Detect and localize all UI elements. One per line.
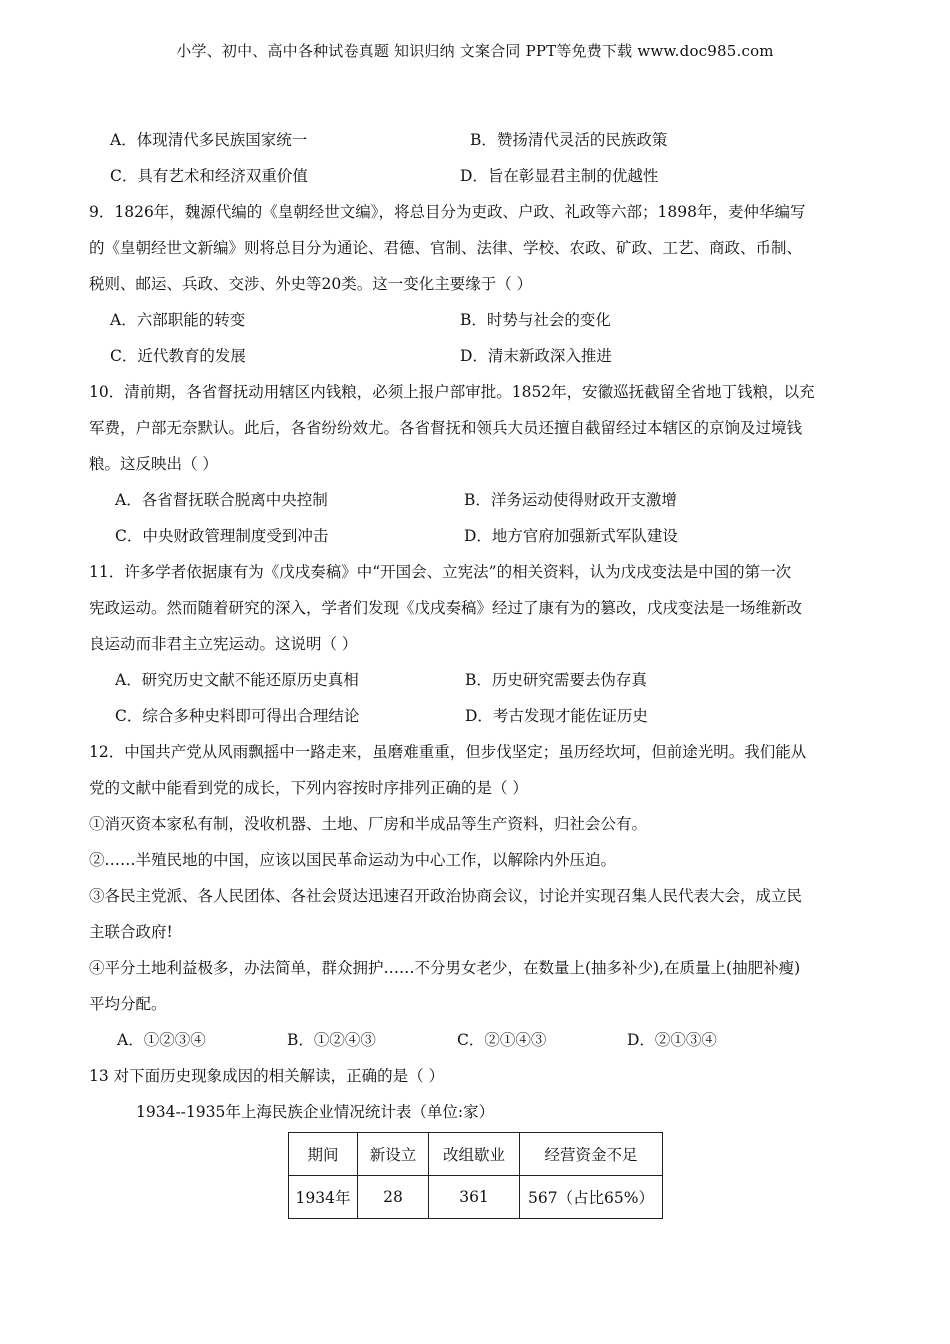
- q10-option-d[interactable]: D．地方官府加强新式军队建设: [464, 527, 678, 545]
- q9-stem-line: 税则、邮运、兵政、交涉、外史等20类。这一变化主要缘于（ ）: [89, 275, 533, 293]
- q11-options-row-2: [89, 698, 879, 734]
- q11-stem-line: 良运动而非君主立宪运动。这说明（ ）: [89, 635, 358, 653]
- q11-option-b[interactable]: B．历史研究需要去伪存真: [465, 671, 647, 689]
- q12-option-c[interactable]: C．②①④③: [457, 1031, 547, 1049]
- table-header-cell: 新设立: [358, 1133, 429, 1176]
- q9-option-b[interactable]: B．时势与社会的变化: [460, 311, 611, 329]
- q10-option-a[interactable]: A．各省督抚联合脱离中央控制: [115, 491, 328, 509]
- q10-stem-line: 军费，户部无奈默认。此后，各省纷纷效尤。各省督抚和领兵大员还擅自截留经过本辖区的京饷及过境钱: [89, 419, 803, 437]
- q8-option-c[interactable]: C．具有艺术和经济双重价值: [110, 167, 308, 185]
- q11-stem-line: 宪政运动。然而随着研究的深入，学者们发现《戊戌奏稿》经过了康有为的篡改，戊戌变法是一场维新改: [89, 599, 803, 617]
- page-header: 小学、初中、高中各种试卷真题 知识归纳 文案合同 PPT等免费下载 www.doc985.com: [176, 42, 774, 60]
- q12-options-row: [89, 1022, 879, 1058]
- q8-options-row-1: [89, 122, 879, 158]
- table-header-cell: 改组歇业: [429, 1133, 520, 1176]
- q11-options-row-1: [89, 662, 879, 698]
- q12-item-line: 平均分配。: [89, 995, 167, 1013]
- q10-stem-line: 10．清前期，各省督抚动用辖区内钱粮，必须上报户部审批。1852年，安徽巡抚截留全省地丁钱粮，以充: [89, 383, 815, 401]
- q12-item-line: ②……半殖民地的中国，应该以国民革命运动为中心工作，以解除内外压迫。: [89, 851, 617, 869]
- q11-stem-line: 11．许多学者依据康有为《戊戌奏稿》中“开国会、立宪法”的相关资料，认为戊戌变法是中国的第一次: [89, 563, 792, 581]
- q12-option-a[interactable]: A．①②③④: [117, 1031, 206, 1049]
- q9-stem-line: 9．1826年，魏源代编的《皇朝经世文编》，将总目分为吏政、户政、礼政等六部；1898年，麦仲华编写: [89, 203, 806, 221]
- q9-options-row-2: [89, 338, 879, 374]
- q12-item-line: ③各民主党派、各人民团体、各社会贤达迅速召开政治协商会议，讨论并实现召集人民代表大会，成立民: [89, 887, 803, 905]
- q10-stem-line: 粮。这反映出（ ）: [89, 455, 218, 473]
- q12-item-line: ①消灭资本家私有制，没收机器、土地、厂房和半成品等生产资料，归社会公有。: [89, 815, 648, 833]
- q12-item-line: ④平分土地利益极多，办法简单，群众拥护……不分男女老少，在数量上(抽多补少),在质量上(抽肥补瘦): [89, 959, 801, 977]
- q8-option-b[interactable]: B．赞扬清代灵活的民族政策: [470, 131, 668, 149]
- q11-option-d[interactable]: D．考古发现才能佐证历史: [465, 707, 648, 725]
- q8-option-a[interactable]: A．体现清代多民族国家统一: [110, 131, 308, 149]
- q9-option-d[interactable]: D．清末新政深入推进: [460, 347, 612, 365]
- q12-option-b[interactable]: B．①②④③: [287, 1031, 376, 1049]
- q9-option-a[interactable]: A．六部职能的转变: [110, 311, 246, 329]
- exam-content: [89, 122, 879, 1219]
- q8-options-row-2: [89, 158, 879, 194]
- q9-option-c[interactable]: C．近代教育的发展: [110, 347, 246, 365]
- table-row: [289, 1176, 663, 1219]
- table-cell: 361: [429, 1176, 520, 1219]
- q8-option-d[interactable]: D．旨在彰显君主制的优越性: [460, 167, 659, 185]
- q10-options-row-1: [89, 482, 879, 518]
- q10-option-b[interactable]: B．洋务运动使得财政开支激增: [464, 491, 677, 509]
- q9-options-row-1: [89, 302, 879, 338]
- q10-options-row-2: [89, 518, 879, 554]
- q12-stem-line: 党的文献中能看到党的成长，下列内容按时序排列正确的是（ ）: [89, 779, 528, 797]
- q10-option-c[interactable]: C．中央财政管理制度受到冲击: [115, 527, 329, 545]
- q11-option-c[interactable]: C．综合多种史料即可得出合理结论: [115, 707, 360, 725]
- table-header-row: [289, 1133, 663, 1176]
- table-cell: 567（占比65%）: [520, 1176, 663, 1219]
- q13-stats-table: [288, 1132, 663, 1219]
- q12-stem-line: 12．中国共产党从风雨飘摇中一路走来，虽磨难重重，但步伐坚定；虽历经坎坷，但前途光明。我们能从: [89, 743, 807, 761]
- q12-item-line: 主联合政府!: [89, 923, 173, 941]
- table-header-cell: 期间: [289, 1133, 358, 1176]
- table-header-cell: 经营资金不足: [520, 1133, 663, 1176]
- q12-option-d[interactable]: D．②①③④: [627, 1031, 717, 1049]
- q13-stem: 13 对下面历史现象成因的相关解读，正确的是（ ）: [89, 1067, 445, 1085]
- q13-table-title: 1934--1935年上海民族企业情况统计表（单位:家）: [136, 1103, 495, 1121]
- table-cell: 28: [358, 1176, 429, 1219]
- q9-stem-line: 的《皇朝经世文新编》则将总目分为通论、君德、官制、法律、学校、农政、矿政、工艺、商政、币制、: [89, 239, 803, 257]
- q11-option-a[interactable]: A．研究历史文献不能还原历史真相: [115, 671, 359, 689]
- table-cell: 1934年: [289, 1176, 358, 1219]
